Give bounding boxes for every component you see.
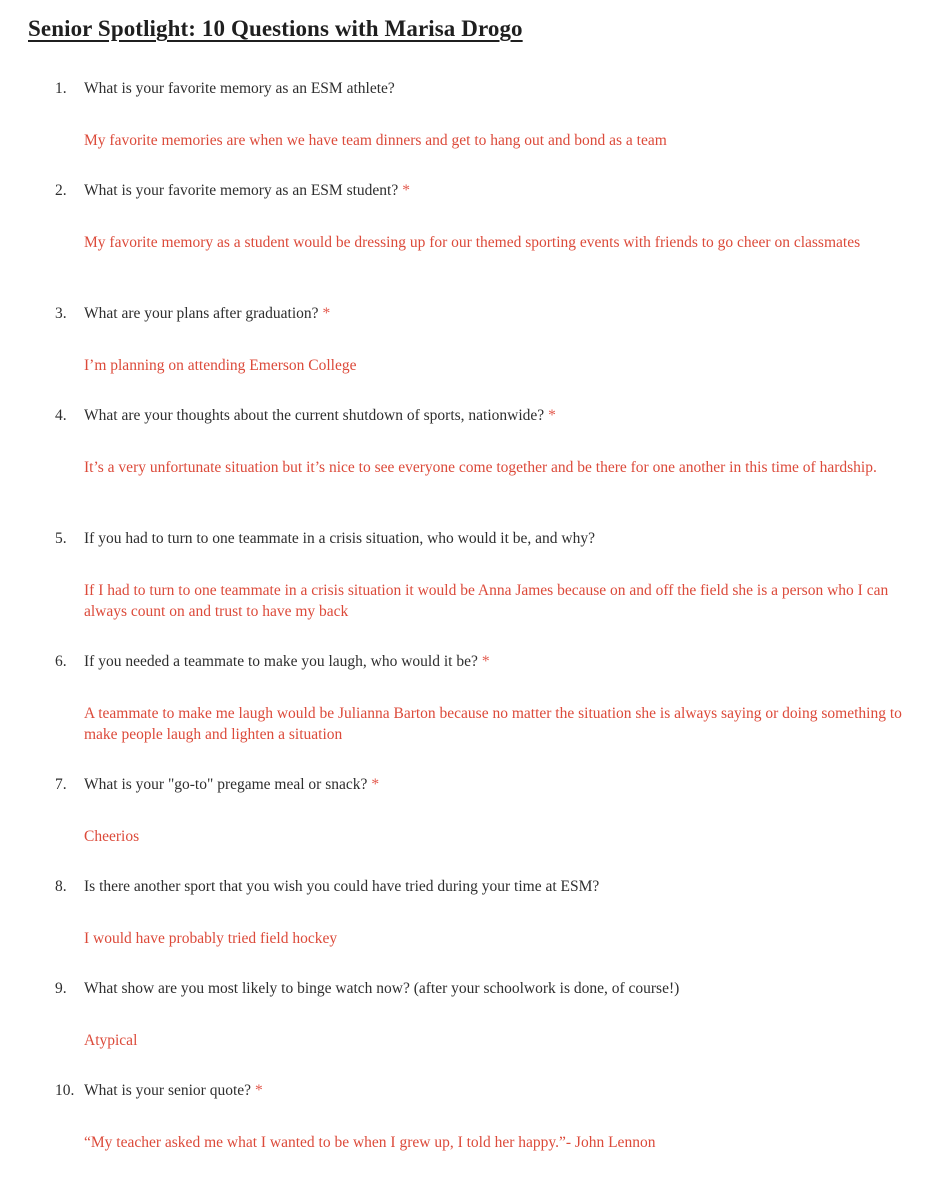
question-text: If you had to turn to one teammate in a crisis situation, who would it be, and why? [84, 530, 595, 547]
required-marker: * [322, 305, 331, 322]
question-text: What is your "go-to" pregame meal or snack? * [84, 776, 380, 793]
question-number: 7. [55, 776, 67, 793]
question-number: 1. [55, 80, 67, 97]
answer-text: If I had to turn to one teammate in a crisis situation it would be Anna James because on and off the field she is a person who I can always count on and trust to have my back [84, 582, 889, 620]
answer-text: A teammate to make me laugh would be Julianna Barton because no matter the situation she is always saying or doing something to make people laugh and lighten a situation [84, 705, 902, 743]
question-number: 3. [55, 305, 67, 322]
answer-text: It’s a very unfortunate situation but it’s nice to see everyone come together and be there for one another in this time of hardship. [84, 459, 877, 476]
question-text: What are your thoughts about the current shutdown of sports, nationwide? * [84, 407, 556, 424]
question-number: 5. [55, 530, 67, 547]
question-text: If you needed a teammate to make you laugh, who would it be? * [84, 653, 490, 670]
question-number: 6. [55, 653, 67, 670]
required-marker: * [255, 1082, 263, 1099]
answer-text: “My teacher asked me what I wanted to be when I grew up, I told her happy.”- John Lennon [84, 1134, 656, 1151]
page-title: Senior Spotlight: 10 Questions with Marisa Drogo [28, 16, 523, 41]
question-text: What is your senior quote? * [84, 1082, 263, 1099]
answer-text: My favorite memory as a student would be dressing up for our themed sporting events with friends to go cheer on classmates [84, 234, 861, 251]
required-marker: * [548, 407, 556, 424]
question-number: 9. [55, 980, 67, 997]
question-number: 10. [55, 1082, 75, 1099]
required-marker: * [402, 182, 410, 199]
question-text: What are your plans after graduation? * [84, 305, 331, 322]
answer-text: I would have probably tried field hockey [84, 930, 338, 947]
question-text: What is your favorite memory as an ESM student? * [84, 182, 410, 199]
question-text: Is there another sport that you wish you could have tried during your time at ESM? [84, 878, 600, 895]
question-number: 4. [55, 407, 67, 424]
question-number: 8. [55, 878, 67, 895]
required-marker: * [481, 653, 490, 670]
required-marker: * [371, 776, 380, 793]
question-text: What show are you most likely to binge watch now? (after your schoolwork is done, of course!) [84, 980, 680, 997]
question-text: What is your favorite memory as an ESM athlete? [84, 80, 395, 97]
answer-text: My favorite memories are when we have team dinners and get to hang out and bond as a team [84, 132, 667, 149]
answer-text: Cheerios [84, 828, 140, 845]
answer-text: Atypical [84, 1032, 138, 1049]
question-number: 2. [55, 182, 67, 199]
answer-text: I’m planning on attending Emerson College [84, 357, 357, 374]
